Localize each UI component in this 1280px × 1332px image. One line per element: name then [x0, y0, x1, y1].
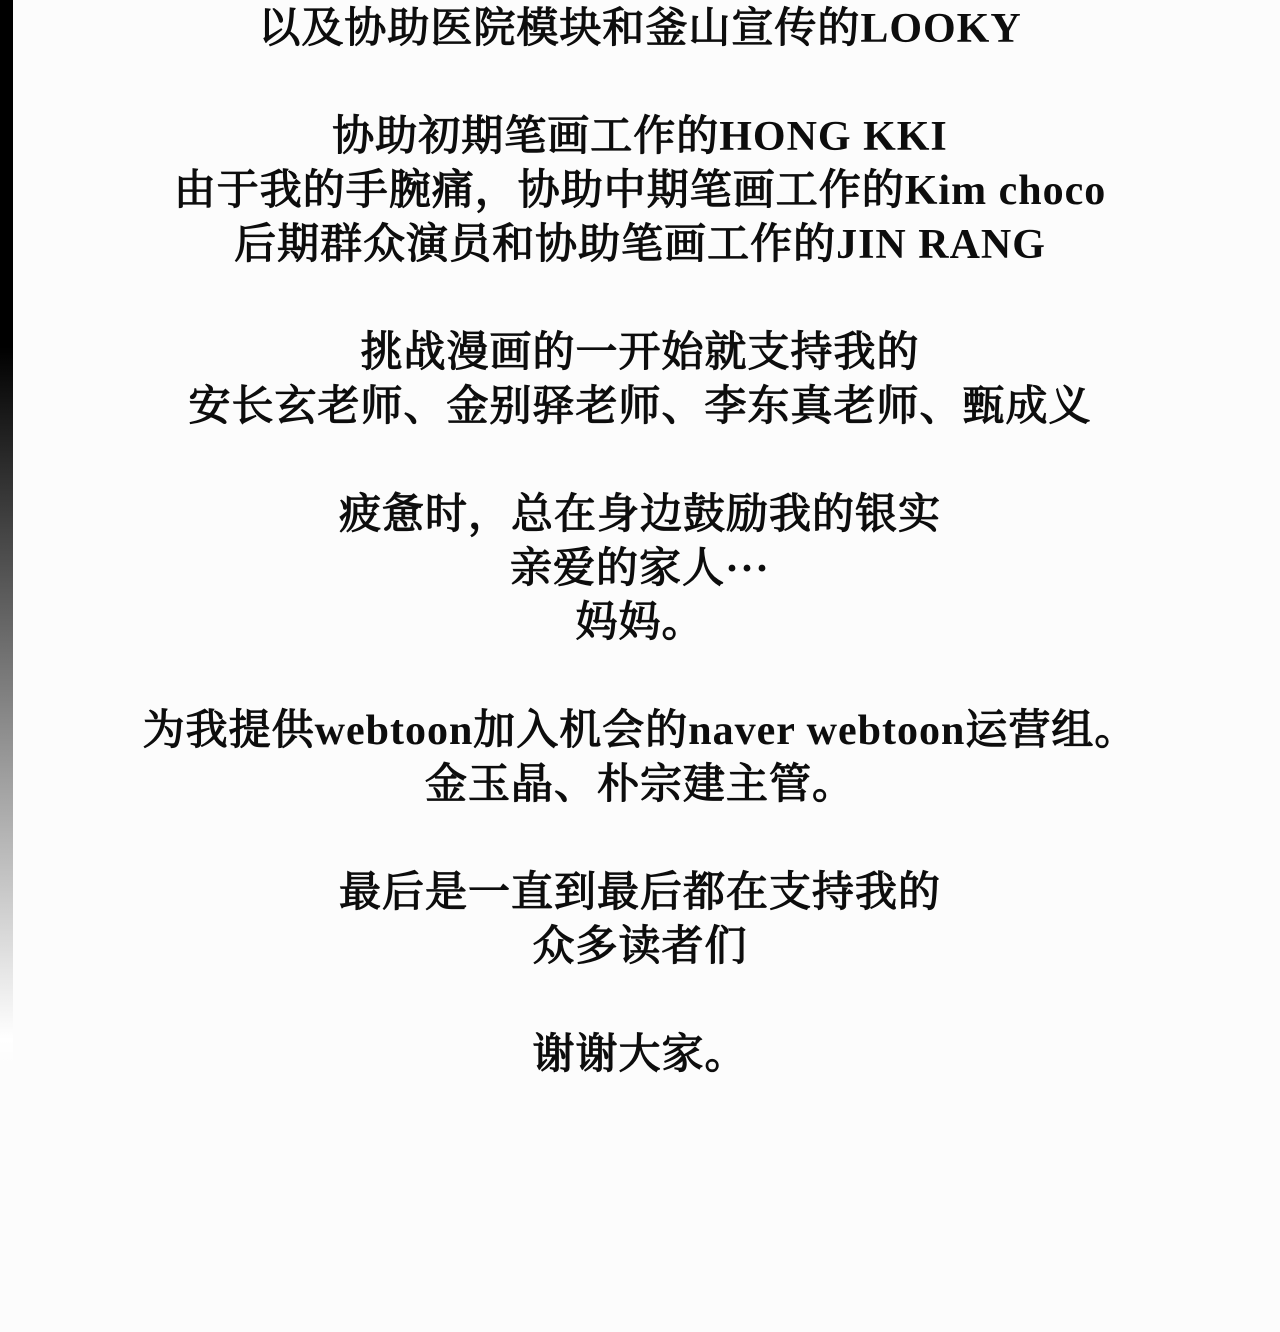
credit-line: 妈妈。 [575, 600, 705, 646]
credit-line: 后期群众演员和协助笔画工作的JIN RANG [234, 222, 1046, 268]
credits-stanza [0, 2, 1280, 56]
credit-line: 金玉晶、朴宗建主管。 [424, 762, 855, 808]
credits-stanza [0, 326, 1280, 434]
credit-line: 疲惫时，总在身边鼓励我的银实 [338, 492, 941, 538]
credit-line: 众多读者们 [532, 924, 748, 970]
credit-line: 挑战漫画的一开始就支持我的 [360, 330, 920, 376]
credit-line: 亲爱的家人··· [509, 546, 771, 592]
credit-line: 安长玄老师、金别驿老师、李东真老师、甄成义 [188, 384, 1092, 430]
credit-line: 由于我的手腕痛，协助中期笔画工作的Kim choco [173, 168, 1107, 214]
credit-line: 以及协助医院模块和釜山宣传的LOOKY [258, 6, 1022, 52]
credits-stanza [0, 704, 1280, 812]
credit-line: 协助初期笔画工作的HONG KKI [332, 114, 948, 160]
credits-stanza [0, 488, 1280, 650]
credit-line: 为我提供webtoon加入机会的naver webtoon运营组。 [142, 708, 1138, 754]
credits-stanza [0, 1028, 1280, 1082]
credits-stanza [0, 110, 1280, 272]
credit-line: 谢谢大家。 [532, 1032, 748, 1078]
credits-stanza [0, 866, 1280, 974]
credit-line: 最后是一直到最后都在支持我的 [338, 870, 941, 916]
